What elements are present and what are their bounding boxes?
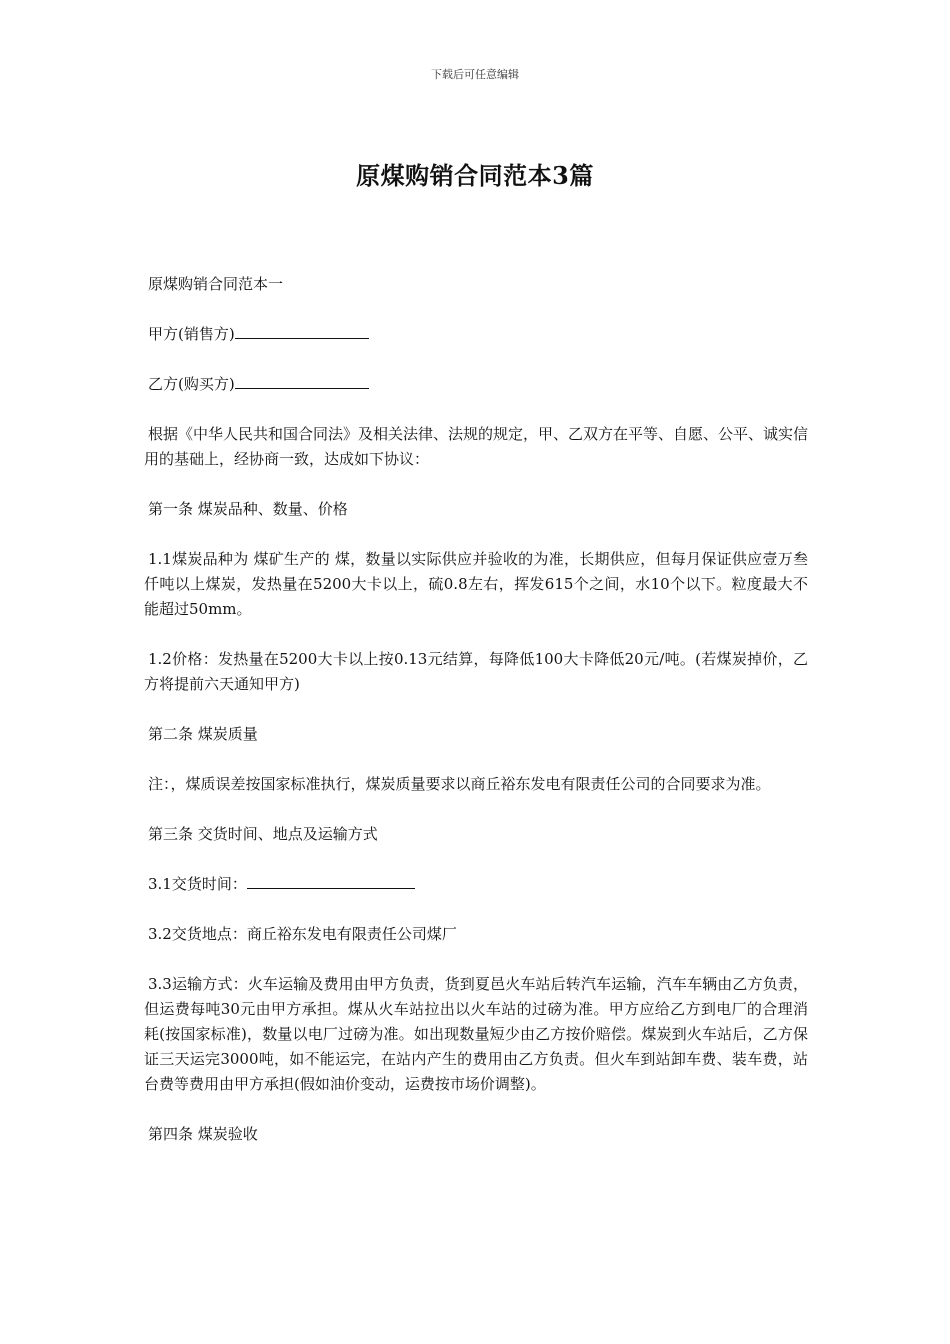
contract-subtitle: 原煤购销合同范本一: [148, 275, 284, 293]
party-a-label: 甲方(销售方): [148, 325, 235, 343]
party-b-label: 乙方(购买方): [148, 375, 235, 393]
article-3-1: [144, 872, 808, 897]
header-note: 下载后可任意编辑: [431, 68, 519, 81]
delivery-time-blank: [247, 872, 415, 889]
document-title: 原煤购销合同范本3篇: [356, 161, 594, 190]
article-2-heading: 第二条 煤炭质量: [148, 725, 258, 743]
article-1-heading: 第一条 煤炭品种、数量、价格: [148, 500, 348, 518]
article-1-1: 1.1煤炭品种为 煤矿生产的 煤，数量以实际供应并验收的为准，长期供应，但每月保证供应壹万叁仟吨以上煤炭，发热量在5200大卡以上，硫0.8左右，挥发615个之间，水10个以下。粒度最大不能超过50mm。: [144, 550, 808, 618]
delivery-time-label: 3.1交货时间：: [148, 875, 247, 893]
article-1-2: 1.2价格：发热量在5200大卡以上按0.13元结算，每降低100大卡降低20元/吨。(若煤炭掉价，乙方将提前六天通知甲方): [144, 650, 808, 693]
article-3-3: 3.3运输方式：火车运输及费用由甲方负责，货到夏邑火车站后转汽车运输，汽车车辆由乙方负责，但运费每吨30元由甲方承担。煤从火车站拉出以火车站的过磅为准。甲方应给乙方到电厂的合理消耗(按国家标准)，数量以电厂过磅为准。如出现数量短少由乙方按价赔偿。煤炭到火车站后，乙方保证三天运完3000吨，如不能运完，在站内产生的费用由乙方负责。但火车到站卸车费、装车费，站台费等费用由甲方承担(假如油价变动，运费按市场价调整)。: [144, 975, 808, 1093]
party-b-line: [144, 372, 808, 397]
document-body: [144, 272, 808, 1172]
article-4-heading: 第四条 煤炭验收: [148, 1125, 258, 1143]
party-a-line: [144, 322, 808, 347]
article-3-heading: 第三条 交货时间、地点及运输方式: [148, 825, 378, 843]
article-2-note: 注：，煤质误差按国家标准执行，煤炭质量要求以商丘裕东发电有限责任公司的合同要求为准。: [148, 775, 771, 793]
preamble: 根据《中华人民共和国合同法》及相关法律、法规的规定，甲、乙双方在平等、自愿、公平、诚实信用的基础上，经协商一致，达成如下协议：: [144, 425, 809, 468]
party-b-blank: [235, 372, 369, 389]
article-3-2: 3.2交货地点：商丘裕东发电有限责任公司煤厂: [148, 925, 457, 943]
party-a-blank: [235, 322, 369, 339]
